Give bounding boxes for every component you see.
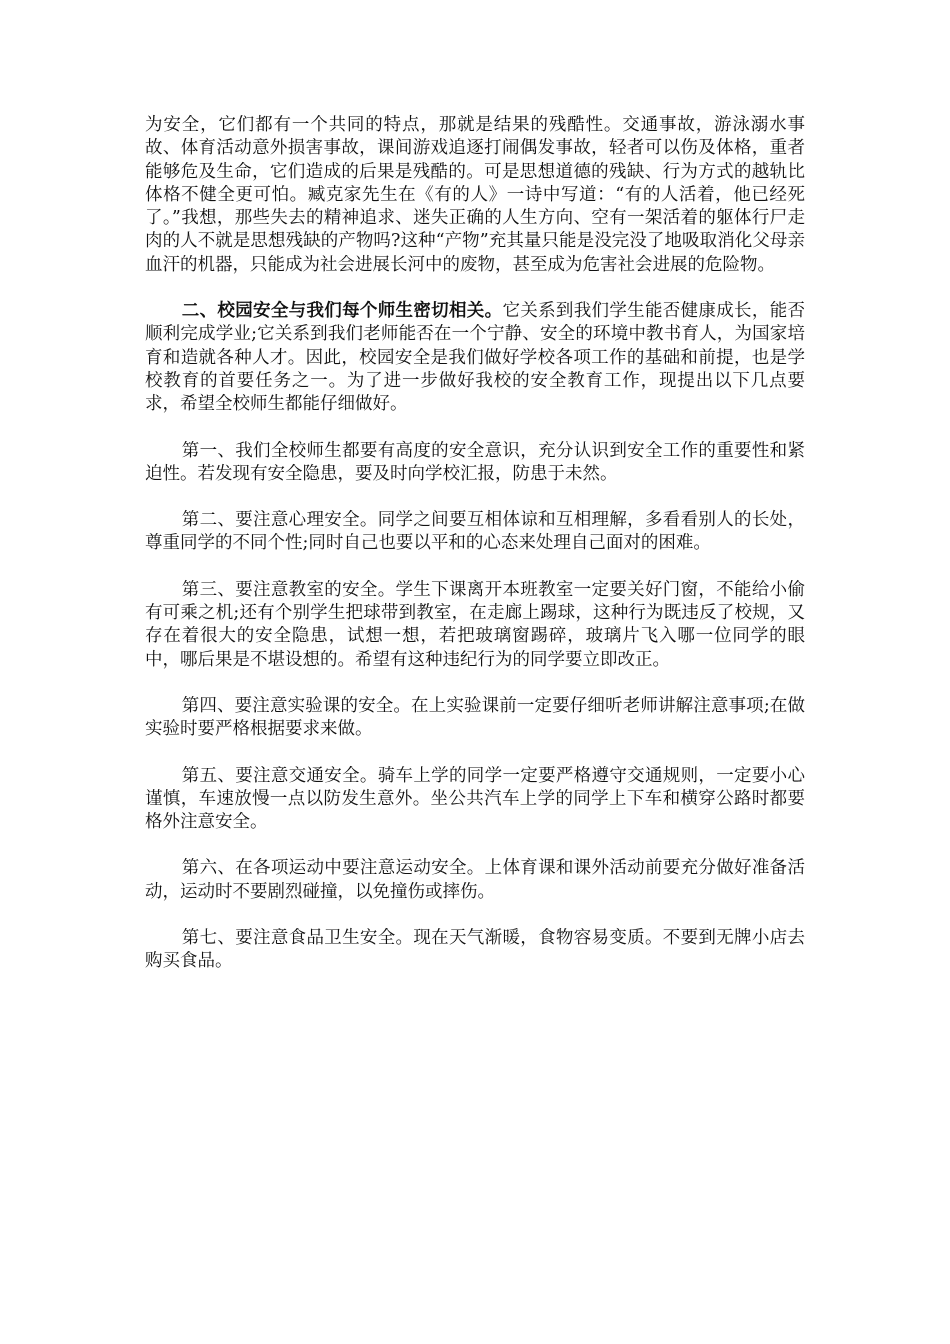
paragraph-text: 第四、要注意实验课的安全。在上实验课前一定要仔细听老师讲解注意事项;在做实验时要严格根据要求来做。 (145, 695, 805, 740)
paragraph-requirement-4 (145, 695, 805, 742)
paragraph-requirement-6 (145, 857, 805, 904)
paragraph-requirement-1 (145, 440, 805, 487)
paragraph-text: 第六、在各项运动中要注意运动安全。上体育课和课外活动前要充分做好准备活动，运动时不要剧烈碰撞，以免撞伤或摔伤。 (145, 858, 805, 902)
paragraph-text: 第七、要注意食品卫生安全。现在天气渐暖，食物容易变质。不要到无牌小店去购买食品。 (145, 928, 805, 972)
section-heading: 二、校园安全与我们每个师生密切相关。 (181, 301, 503, 322)
paragraph-requirement-2 (145, 509, 805, 556)
paragraph-text: 第五、要注意交通安全。骑车上学的同学一定要严格遵守交通规则，一定要小心谨慎，车速放慢一点以防发生意外。坐公共汽车上学的同学上下车和横穿公路时都要格外注意安全。 (145, 765, 805, 833)
paragraph-continuation (145, 114, 805, 277)
paragraph-text: 第一、我们全校师生都要有高度的安全意识，充分认识到安全工作的重要性和紧迫性。若发现有安全隐患，要及时向学校汇报，防患于未然。 (145, 440, 805, 484)
paragraph-text: 第二、要注意心理安全。同学之间要互相体谅和互相理解，多看看别人的长处，尊重同学的不同个性;同时自己也要以平和的心态来处理自己面对的困难。 (145, 510, 805, 554)
paragraph-text: 为安全，它们都有一个共同的特点，那就是结果的残酷性。交通事故，游泳溺水事故、体育活动意外损害事故，课间游戏追逐打闹偶发事故，轻者可以伤及体格，重者能够危及生命，它们造成的后果是残酷的。可是思想道德的残缺、行为方式的越轨比体格不健全更可怕。臧克家先生在《有的人》一诗中写道：“有的人活着，他已经死了。”我想，那些失去的精神追求、迷失正确的人生方向、空有一架活着的躯体行尸走肉的人不就是思想残缺的产物吗?这种“产物”充其量只能是没完没了地吸取消化父母亲血汗的机器，只能成为社会进展长河中的废物，甚至成为危害社会进展的危险物。 (145, 115, 805, 275)
paragraph-text: 第三、要注意教室的安全。学生下课离开本班教室一定要关好门窗，不能给小偷有可乘之机;还有个别学生把球带到教室，在走廊上踢球，这种行为既违反了校规，又存在着很大的安全隐患，试想一想，若把玻璃窗踢碎，玻璃片飞入哪一位同学的眼中，哪后果是不堪设想的。希望有这种违纪行为的同学要立即改正。 (145, 579, 805, 670)
paragraph-requirement-3 (145, 579, 805, 672)
paragraph-requirement-7 (145, 927, 805, 974)
paragraph-text: 它关系到我们学生能否健康成长，能否顺利完成学业;它关系到我们老师能否在一个宁静、安全的环境中教书育人，为国家培育和造就各种人才。因此，校园安全是我们做好学校各项工作的基础和前提，也是学校教育的首要任务之一。为了进一步做好我校的安全教育工作，现提出以下几点要求，希望全校师生都能仔细做好。 (145, 301, 806, 415)
paragraph-requirement-5 (145, 765, 805, 835)
document-body (145, 114, 805, 997)
paragraph-section-two (145, 300, 805, 416)
